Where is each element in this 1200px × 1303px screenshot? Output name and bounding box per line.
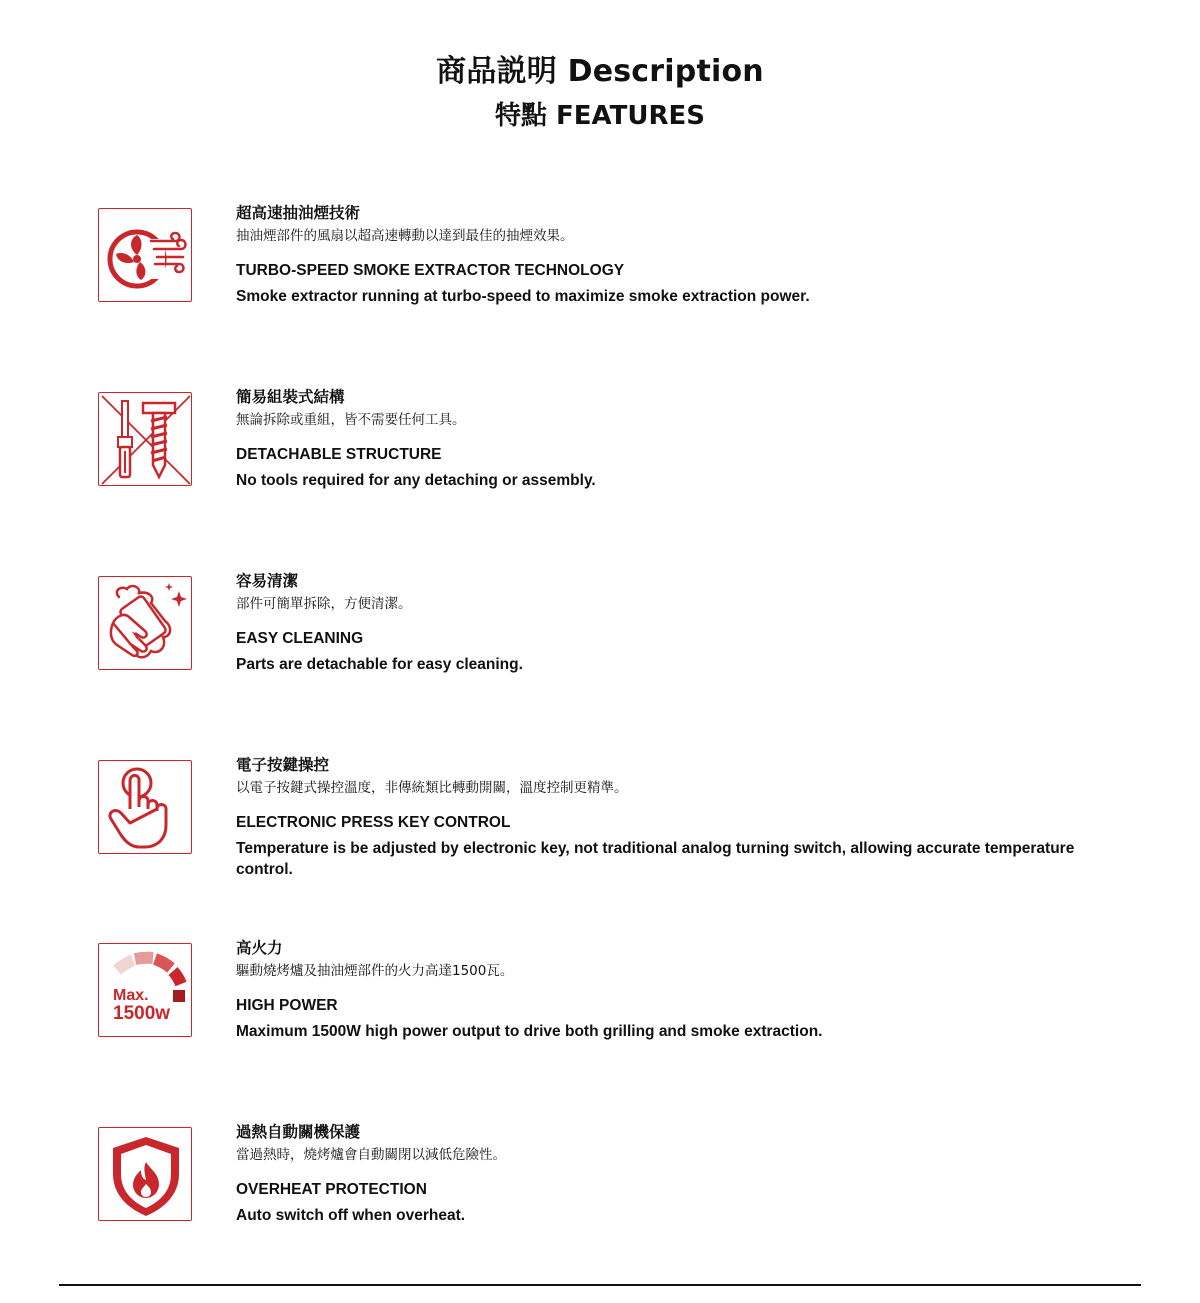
feature-press-key (0, 756, 1200, 920)
feature-en-desc: Auto switch off when overheat. (236, 1207, 466, 1224)
feature-en-title: TURBO-SPEED SMOKE EXTRACTOR TECHNOLOGY (236, 262, 625, 279)
feature-en-desc: Smoke extractor running at turbo-speed to maximize smoke extraction power. (236, 288, 810, 305)
press-key-icon (98, 760, 192, 854)
feature-overheat (0, 1123, 1200, 1287)
feature-en-desc: Temperature is be adjusted by electronic key, not traditional analog turning switch, allowing accurate temperature control. (236, 840, 1075, 878)
feature-zh-title: 電子按鍵操控 (236, 756, 330, 774)
no-tools-icon (98, 392, 192, 486)
feature-zh-desc: 抽油煙部件的風扇以超高速轉動以達到最佳的抽煙效果。 (236, 228, 574, 244)
feature-zh-title: 簡易組裝式結構 (236, 388, 345, 406)
feature-zh-title: 高火力 (236, 939, 283, 957)
feature-zh-desc: 當過熱時，燒烤爐會自動關閉以減低危險性。 (236, 1147, 506, 1163)
feature-zh-title: 超高速抽油煙技術 (236, 204, 361, 222)
feature-zh-desc: 部件可簡單拆除，方便清潔。 (236, 596, 412, 612)
feature-zh-desc: 驅動燒烤爐及抽油煙部件的火力高達1500瓦。 (236, 963, 514, 979)
page-subtitle: 特點 FEATURES (494, 101, 706, 131)
feature-en-desc: No tools required for any detaching or assembly. (236, 472, 596, 489)
page-title: 商品説明 Description (436, 54, 764, 89)
feature-en-title: EASY CLEANING (236, 630, 364, 647)
feature-zh-desc: 無論拆除或重組，皆不需要任何工具。 (236, 412, 466, 428)
feature-en-desc: Maximum 1500W high power output to drive both grilling and smoke extraction. (236, 1023, 823, 1040)
feature-en-desc: Parts are detachable for easy cleaning. (236, 656, 523, 673)
cleaning-hand-icon (98, 576, 192, 670)
feature-detachable (0, 388, 1200, 552)
feature-en-title: HIGH POWER (236, 997, 338, 1014)
feature-high-power (0, 939, 1200, 1103)
feature-zh-title: 過熱自動關機保護 (236, 1123, 361, 1141)
feature-en-title: ELECTRONIC PRESS KEY CONTROL (236, 814, 511, 831)
power-gauge-icon (98, 943, 192, 1037)
feature-turbo-speed (0, 204, 1200, 368)
feature-easy-cleaning (0, 572, 1200, 736)
gauge-max-label: Max. (113, 987, 149, 1004)
feature-zh-title: 容易清潔 (236, 572, 299, 590)
fire-shield-icon (98, 1127, 192, 1221)
gauge-power-label: 1500w (113, 1003, 171, 1024)
feature-en-title: DETACHABLE STRUCTURE (236, 446, 442, 463)
bottom-divider (59, 1284, 1141, 1286)
fan-icon (98, 208, 192, 302)
feature-zh-desc: 以電子按鍵式操控溫度，非傳統類比轉動開關，溫度控制更精準。 (236, 780, 628, 796)
feature-en-title: OVERHEAT PROTECTION (236, 1181, 427, 1198)
